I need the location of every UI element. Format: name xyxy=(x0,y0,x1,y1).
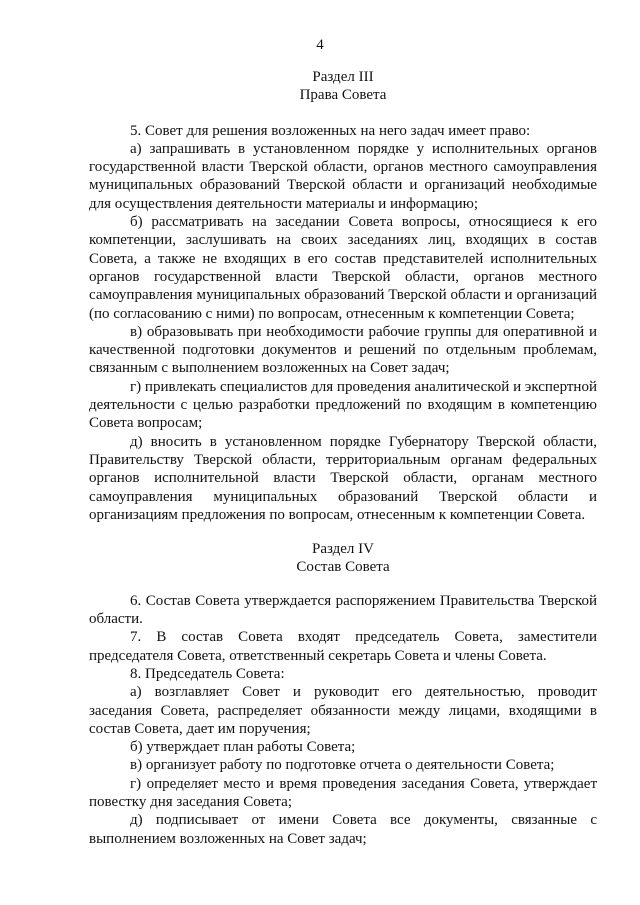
section-4-title: Состав Совета xyxy=(296,559,390,576)
paragraph-5b: б) рассматривать на заседании Совета вопросы, относящиеся к его компетенции, заслушивать на своих заседаниях лиц, входящих в состав Совета, а также не входящих в его состав представителей исполнительных органов государственной власти Тверской области, органов местного самоуправления муниципальных образований Тверской области и организаций (по согласованию с ними) по вопросам, отнесенным к компетенции Совета; xyxy=(89,214,597,322)
paragraph-5v: в) образовывать при необходимости рабочие группы для оперативной и качественной подготовки документов и решений по отдельным проблемам, связанным с выполнением возложенных на Совет задач; xyxy=(89,323,597,377)
document-body xyxy=(89,68,597,848)
paragraph-5d: д) вносить в установленном порядке Губернатору Тверской области, Правительству Тверской области, территориальным органам федеральных органов исполнительной власти Тверской области, органам местного самоуправления муниципальных образований Тверской области и организациям предложения по вопросам, отнесенным к компетенции Совета. xyxy=(89,433,597,523)
paragraph-8d: д) подписывает от имени Совета все документы, связанные с выполнением возложенных на Совет задач; xyxy=(89,812,597,847)
paragraph-5: 5. Совет для решения возложенных на него задач имеет право: xyxy=(130,122,531,139)
paragraph-8b: б) утверждает план работы Совета; xyxy=(130,739,356,756)
paragraph-6: 6. Состав Совета утверждается распоряжением Правительства Тверской области. xyxy=(89,592,597,628)
page-number: 4 xyxy=(316,37,324,53)
paragraph-8a: а) возглавляет Совет и руководит его деятельностью, проводит заседания Совета, распределяет обязанности между лицами, входящими в состав Совета, дает им поручения; xyxy=(89,684,597,737)
paragraph-8v: в) организует работу по подготовке отчета о деятельности Совета; xyxy=(130,757,555,774)
section-3-number: Раздел III xyxy=(312,69,374,85)
paragraph-5a: а) запрашивать в установленном порядке у исполнительных органов государственной власти Тверской области, органов местного самоуправления муниципальных образований Тверской области и организаций необходимые для осуществления деятельности материалы и информацию; xyxy=(89,140,597,212)
paragraph-8: 8. Председатель Совета: xyxy=(130,665,285,682)
section-3-title: Права Совета xyxy=(299,87,387,104)
paragraph-7: 7. В состав Совета входят председатель Совета, заместители председателя Совета, ответственный секретарь Совета и члены Совета. xyxy=(89,629,597,664)
paragraph-5g: г) привлекать специалистов для проведения аналитической и экспертной деятельности с целью разработки предложений по входящим в компетенцию Совета вопросам; xyxy=(89,378,597,432)
paragraph-8g: г) определяет место и время проведения заседания Совета, утверждает повестку дня заседания Совета; xyxy=(89,775,597,810)
section-4-number: Раздел IV xyxy=(311,541,374,558)
